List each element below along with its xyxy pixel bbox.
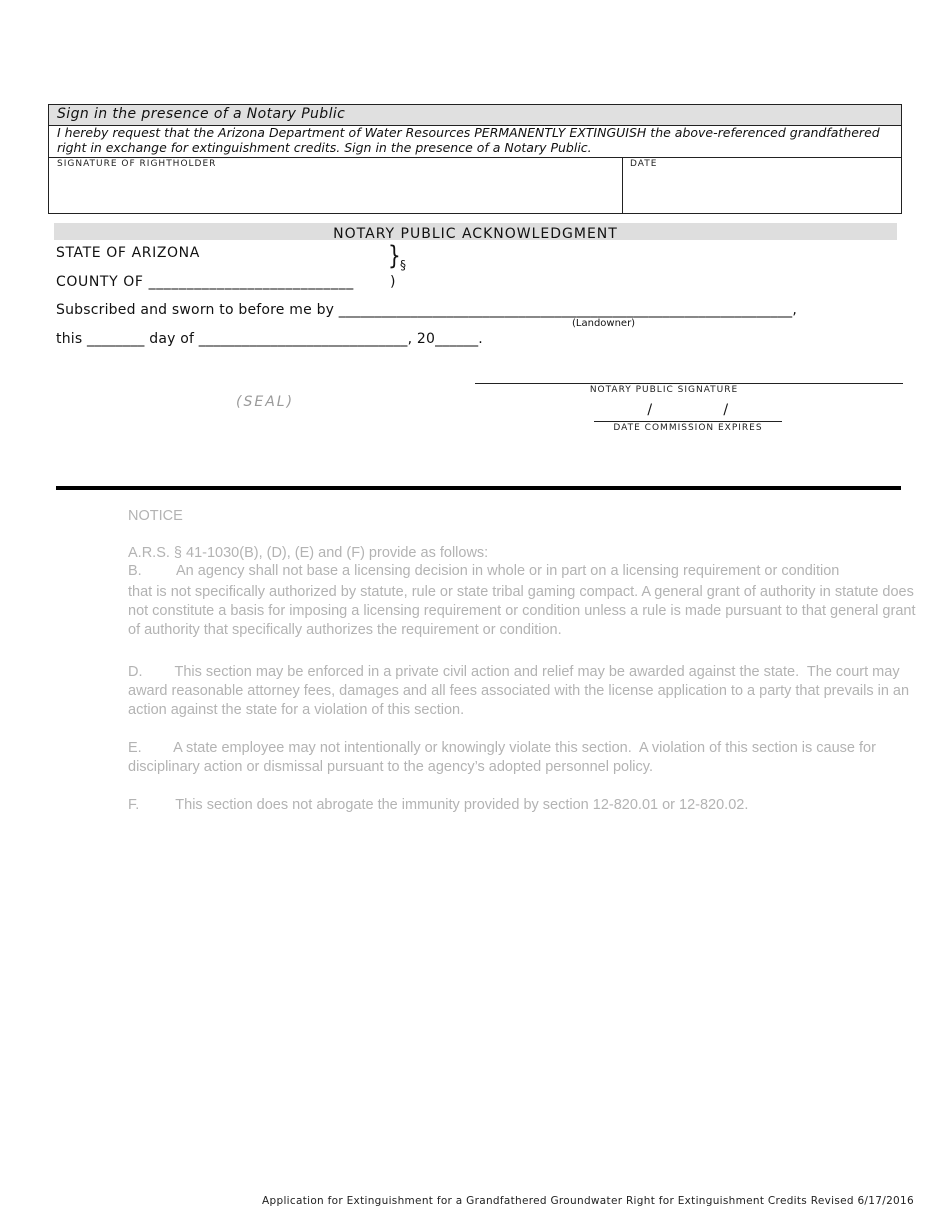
notary-signature-label: NOTARY PUBLIC SIGNATURE bbox=[589, 385, 739, 395]
notary-signature-line[interactable] bbox=[475, 383, 903, 384]
commission-expires-label: DATE COMMISSION EXPIRES bbox=[613, 423, 763, 433]
date-field[interactable] bbox=[627, 172, 897, 212]
signature-box-header bbox=[49, 105, 901, 126]
notary-acknowledgment-title: NOTARY PUBLIC ACKNOWLEDGMENT bbox=[333, 226, 618, 242]
venue-brace: } bbox=[388, 239, 401, 271]
section-symbol: § bbox=[400, 258, 407, 272]
paragraph-b-rest: that is not specifically authorized by statute, rule or state tribal gaming compact. A general grant of authority in statute does not constitute a basis for imposing a licensing requirement or condition unless a rule is made pursuant to that general grant of authority that specifically authorizes the requirement or condition. bbox=[128, 584, 916, 638]
commission-date-line bbox=[594, 421, 782, 422]
notice-intro: A.R.S. § 41-1030(B), (D), (E) and (F) provide as follows: bbox=[128, 545, 489, 561]
commission-date-field[interactable]: / / bbox=[647, 402, 729, 418]
form-footer: Application for Extinguishment for a Grandfathered Groundwater Right for Extinguishment Credits Revised 6/17/2016 bbox=[262, 1195, 914, 1207]
rightholder-signature-field[interactable] bbox=[53, 172, 618, 212]
paragraph-e: E. A state employee may not intentionally or knowingly violate this section. A violation of this section is cause for disciplinary action or dismissal pursuant to the agency’s adopted personnel policy. bbox=[128, 740, 880, 775]
rightholder-signature-label: SIGNATURE OF RIGHTHOLDER bbox=[57, 159, 217, 169]
paragraph-b-letter: B. bbox=[128, 563, 142, 579]
county-line: COUNTY OF ___________________________ bbox=[56, 274, 354, 290]
state-line: STATE OF ARIZONA bbox=[56, 245, 200, 261]
signature-box-title: Sign in the presence of a Notary Public bbox=[57, 106, 346, 122]
landowner-label: (Landowner) bbox=[572, 318, 636, 329]
notice-title: NOTICE bbox=[128, 508, 183, 524]
notary-acknowledgment-header bbox=[54, 223, 897, 240]
seal-placeholder: (SEAL) bbox=[236, 394, 295, 410]
paragraph-d: D. This section may be enforced in a private civil action and relief may be awarded against the state. The court may award reasonable attorney fees, damages and all fees associated with the license application to a party that prevails in an action against the state for a violation of this section. bbox=[128, 664, 914, 718]
county-close-paren: ) bbox=[390, 274, 397, 290]
extinguish-request-statement: I hereby request that the Arizona Department of Water Resources PERMANENTLY EXTINGUISH the above-referenced grandfathered right in exchange for extinguishment credits. Sign in the presence of a Notary Public. bbox=[57, 125, 880, 155]
paragraph-b-first-line: An agency shall not base a licensing decision in whole or in part on a licensing requirement or condition bbox=[176, 563, 840, 579]
date-label: DATE bbox=[630, 159, 658, 169]
date-of-oath-line: this ________ day of _____________________________, 20______. bbox=[56, 331, 483, 347]
signature-row bbox=[49, 157, 901, 214]
section-divider bbox=[56, 486, 901, 490]
sworn-line: Subscribed and sworn to before me by _______________________________________________________________, bbox=[56, 302, 798, 318]
signature-divider bbox=[622, 158, 623, 214]
rightholder-signature-box bbox=[48, 104, 902, 214]
paragraph-f: F. This section does not abrogate the immunity provided by section 12-820.01 or 12-820.02. bbox=[128, 797, 749, 813]
